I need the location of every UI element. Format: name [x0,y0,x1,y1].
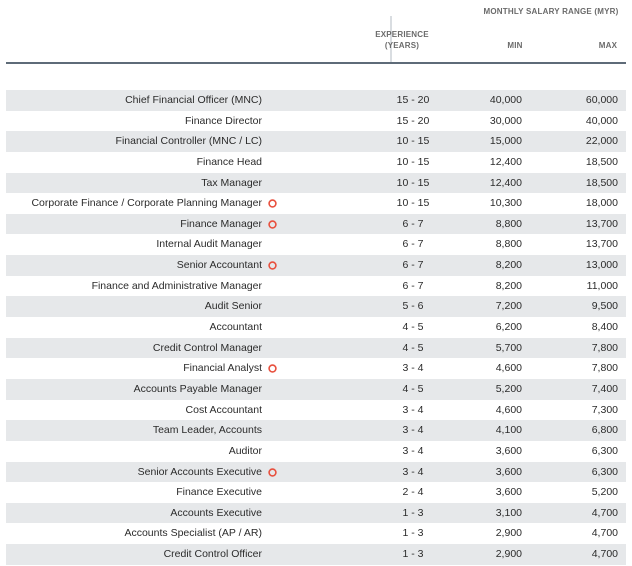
role-title: Corporate Finance / Corporate Planning Manager [31,197,262,210]
role-title: Audit Senior [204,300,262,313]
salary-max: 13,000 [585,259,618,272]
table-row [6,420,626,441]
table-row [6,544,626,565]
salary-min: 10,300 [489,197,522,210]
role-title: Tax Manager [201,176,262,189]
experience-years: 1 - 3 [402,506,424,519]
role-title: Finance Director [184,114,262,127]
role-title: Finance and Administrative Manager [91,279,262,292]
role-title: Accounts Executive [170,506,262,519]
salary-max: 11,000 [586,279,618,292]
salary-max: 6,800 [591,424,618,437]
experience-years: 5 - 6 [402,300,424,313]
salary-max: 4,700 [591,506,618,519]
salary-min: 2,900 [495,527,522,540]
role-title: Accounts Specialist (AP / AR) [124,527,262,540]
table-row [6,462,626,483]
experience-years: 3 - 4 [402,465,424,478]
salary-min: 5,200 [495,382,522,395]
table-row [6,441,626,462]
experience-header-line1: EXPERIENCE [375,30,429,39]
max-header: MAX [598,41,618,50]
experience-years: 1 - 3 [402,548,424,561]
table-row [6,276,626,297]
in-demand-icon [268,261,277,270]
experience-years: 4 - 5 [402,382,424,395]
table-row [6,255,626,276]
table-row [6,173,626,194]
table-row [6,296,626,317]
salary-max: 6,300 [591,465,618,478]
table-row [6,90,626,111]
salary-min: 8,800 [495,238,522,251]
role-title: Credit Control Manager [152,341,262,354]
salary-max: 7,800 [591,362,618,375]
salary-min: 4,600 [495,403,522,416]
salary-max: 40,000 [585,114,618,127]
salary-min: 8,800 [495,217,522,230]
salary-max: 18,500 [585,155,618,168]
salary-max: 13,700 [585,217,618,230]
experience-years: 6 - 7 [402,279,424,292]
salary-min: 30,000 [489,114,522,127]
role-title: Credit Control Officer [163,548,262,561]
table-row [6,523,626,544]
salary-min: 12,400 [489,155,522,168]
experience-years: 3 - 4 [402,362,424,375]
in-demand-icon [268,364,277,373]
role-title: Finance Manager [180,217,262,230]
experience-years: 6 - 7 [402,217,424,230]
salary-max: 7,300 [591,403,618,416]
experience-years: 15 - 20 [396,114,430,127]
experience-years: 10 - 15 [396,135,430,148]
role-title: Finance Executive [176,486,262,499]
role-title: Finance Head [196,155,262,168]
experience-years: 10 - 15 [396,155,430,168]
experience-years: 2 - 4 [402,486,424,499]
role-title: Senior Accounts Executive [137,465,262,478]
salary-min: 12,400 [489,176,522,189]
role-title: Financial Analyst [183,362,262,375]
experience-years: 15 - 20 [396,94,430,106]
table-row [6,131,626,152]
role-title: Accounts Payable Manager [133,382,262,395]
salary-max: 60,000 [585,94,618,106]
table-row [6,214,626,235]
experience-years: 3 - 4 [402,424,424,437]
salary-min: 3,600 [495,486,522,499]
role-title: Cost Accountant [185,403,262,416]
header-rule [6,62,626,64]
table-row [6,482,626,503]
salary-min: 4,100 [495,424,522,437]
table-row [6,111,626,132]
salary-max: 9,500 [591,300,618,313]
salary-min: 3,600 [495,465,522,478]
salary-max: 22,000 [585,135,618,148]
salary-max: 13,700 [585,238,618,251]
experience-years: 4 - 5 [402,321,424,334]
salary-min: 15,000 [489,135,522,148]
experience-years: 1 - 3 [402,527,424,540]
experience-years: 10 - 15 [396,176,430,189]
role-title: Team Leader, Accounts [152,424,262,437]
role-title: Financial Controller (MNC / LC) [115,135,262,148]
salary-min: 40,000 [489,94,522,106]
salary-max: 5,200 [591,486,618,499]
table-row [6,338,626,359]
salary-min: 2,900 [495,548,522,561]
role-title: Chief Financial Officer (MNC) [125,94,262,106]
salary-max: 4,700 [591,548,618,561]
in-demand-icon [268,220,277,229]
salary-min: 6,200 [495,321,522,334]
role-title: Auditor [228,444,262,457]
role-title: Internal Audit Manager [156,238,262,251]
salary-min: 3,100 [495,506,522,519]
salary-min: 8,200 [495,259,522,272]
table-row [6,193,626,214]
salary-max: 18,000 [585,197,618,210]
salary-max: 7,800 [591,341,618,354]
salary-max: 6,300 [591,444,618,457]
experience-years: 10 - 15 [396,197,430,210]
table-row [6,152,626,173]
salary-max: 4,700 [591,527,618,540]
table-row [6,317,626,338]
experience-years: 4 - 5 [402,341,424,354]
in-demand-icon [268,199,277,208]
table-row [6,503,626,524]
experience-years: 3 - 4 [402,444,424,457]
table-row [6,234,626,255]
salary-max: 18,500 [585,176,618,189]
salary-max: 8,400 [591,321,618,334]
salary-min: 8,200 [495,279,522,292]
table-row [6,358,626,379]
role-title: Senior Accountant [176,259,262,272]
experience-years: 6 - 7 [402,259,424,272]
salary-table [6,90,626,565]
experience-years: 3 - 4 [402,403,424,416]
salary-min: 7,200 [495,300,522,313]
salary-max: 7,400 [591,382,618,395]
salary-min: 4,600 [495,362,522,375]
table-row [6,400,626,421]
experience-header-line2: (YEARS) [384,41,420,50]
salary-min: 3,600 [495,444,522,457]
min-header: MIN [507,41,523,50]
experience-header [362,29,442,51]
salary-min: 5,700 [495,341,522,354]
in-demand-icon [268,468,277,477]
salary-range-header: MONTHLY SALARY RANGE (MYR) [483,7,619,16]
table-row [6,379,626,400]
role-title: Accountant [209,321,262,334]
experience-years: 6 - 7 [402,238,424,251]
